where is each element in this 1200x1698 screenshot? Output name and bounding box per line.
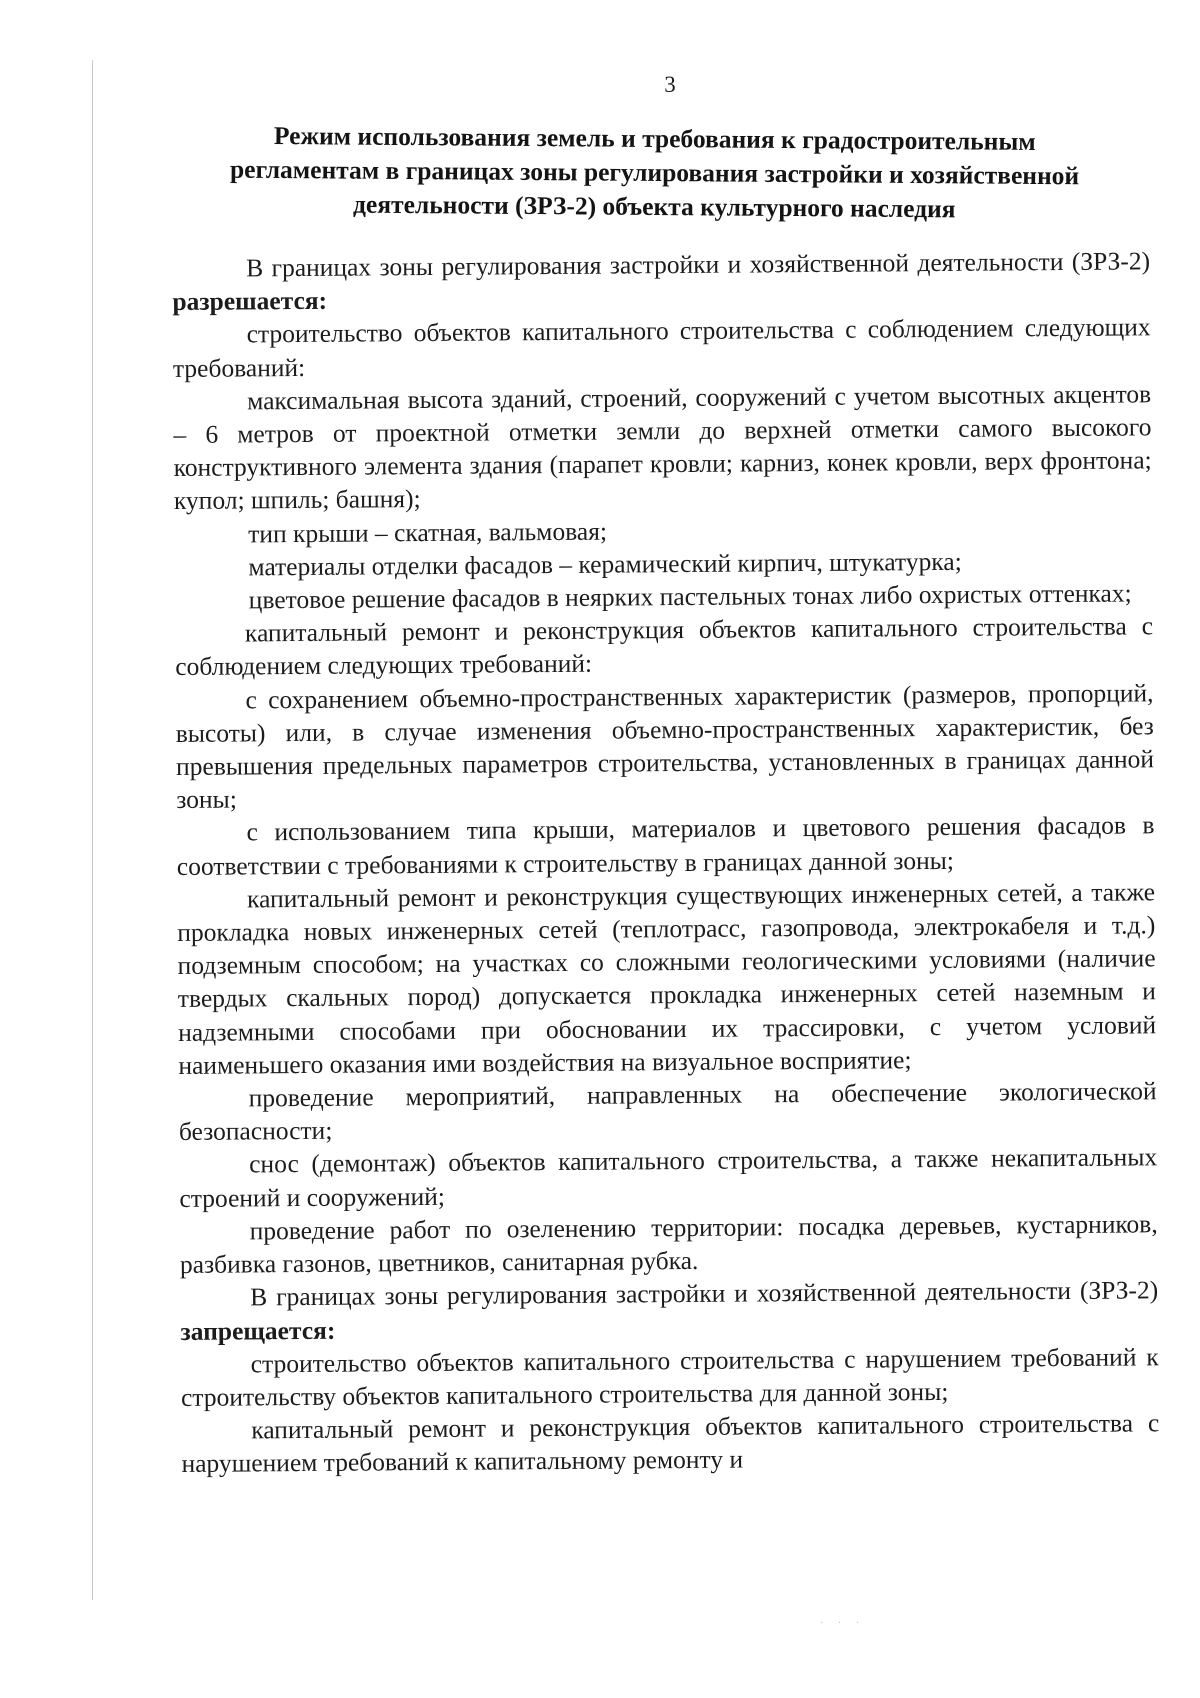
paragraph: капитальный ремонт и реконструкция объектов капитального строительства с соблюдением следующих требований: xyxy=(175,611,1154,682)
paragraph: строительство объектов капитального строительства с нарушением требований к строительству объектов капитального строительства для данной зоны; xyxy=(180,1341,1159,1412)
allowed-heading-paragraph xyxy=(172,244,1150,318)
prohibited-heading-paragraph xyxy=(180,1274,1158,1348)
document-body xyxy=(172,244,1160,1480)
title-line: деятельности (ЗРЗ-2) объекта культурного наследия xyxy=(352,189,956,224)
paragraph: проведение мероприятий, направленных на обеспечение экологической безопасности; xyxy=(178,1076,1157,1147)
prohibited-keyword: запрещается: xyxy=(180,1315,336,1346)
paragraph: максимальная высота зданий, строений, сооружений с учетом высотных акцентов – 6 метров от проектной отметки земли до верхней отметки самого высокого конструктивного элемента здания (парапет кровли; карниз, конек кровли, верх фронтона; купол; шпиль; башня); xyxy=(173,379,1152,516)
paragraph: проведение работ по озеленению территории: посадка деревьев, кустарников, разбивка газонов, цветников, санитарная рубка. xyxy=(179,1209,1158,1280)
prohibited-intro: В границах зоны регулирования застройки и хозяйственной деятельности (ЗРЗ-2) xyxy=(250,1275,1159,1312)
page-number: 3 xyxy=(664,72,676,97)
title-line: регламентам в границах зоны регулирования застройки и хозяйственной xyxy=(229,154,1080,191)
paragraph: с сохранением объемно-пространственных характеристик (размеров, пропорций, высоты) или, в случае изменения объемно-пространственных характеристик, без превышения предельных параметров строительства, установленных в границах данной зоны; xyxy=(175,677,1155,815)
paragraph: строительство объектов капитального строительства с соблюдением следующих требований: xyxy=(172,312,1151,383)
paragraph: с использованием типа крыши, материалов и цветового решения фасадов в соответствии с требованиями к строительству в границах данной зоны; xyxy=(176,810,1155,881)
paragraph: капитальный ремонт и реконструкция существующих инженерных сетей, а также прокладка новых инженерных сетей (теплотрасс, газопровода, электрокабеля и т.д.) подземным способом; на участках со сложными геологическими условиями (наличие твердых скальных пород) допускается прокладка инженерных сетей наземным и надземными способами при обосновании их трассировки, с учетом условий наименьшего оказания ими воздействия на визуальное восприятие; xyxy=(177,877,1157,1080)
paragraph: тип крыши – скатная, вальмовая; xyxy=(248,516,608,549)
scan-margin-line xyxy=(92,60,93,1600)
paragraph: снос (демонтаж) объектов капитального строительства, а также некапитальных строений и сооружений; xyxy=(179,1142,1158,1213)
document-title xyxy=(149,118,1160,228)
paragraph: материалы отделки фасадов – керамический кирпич, штукатурка; xyxy=(248,546,962,582)
paragraph: цветовое решение фасадов в неярких пастельных тонах либо охристых оттенках; xyxy=(248,578,1132,615)
paragraph: капитальный ремонт и реконструкция объектов капитального строительства с нарушением требований к капитальному ремонту и xyxy=(181,1408,1160,1479)
allowed-intro: В границах зоны регулирования застройки и хозяйственной деятельности (ЗРЗ-2) xyxy=(246,246,1151,283)
title-line: Режим использования земель и требования к градостроительным xyxy=(273,120,1036,156)
scan-noise: · · · xyxy=(820,1618,865,1629)
allowed-keyword: разрешается: xyxy=(172,285,328,317)
